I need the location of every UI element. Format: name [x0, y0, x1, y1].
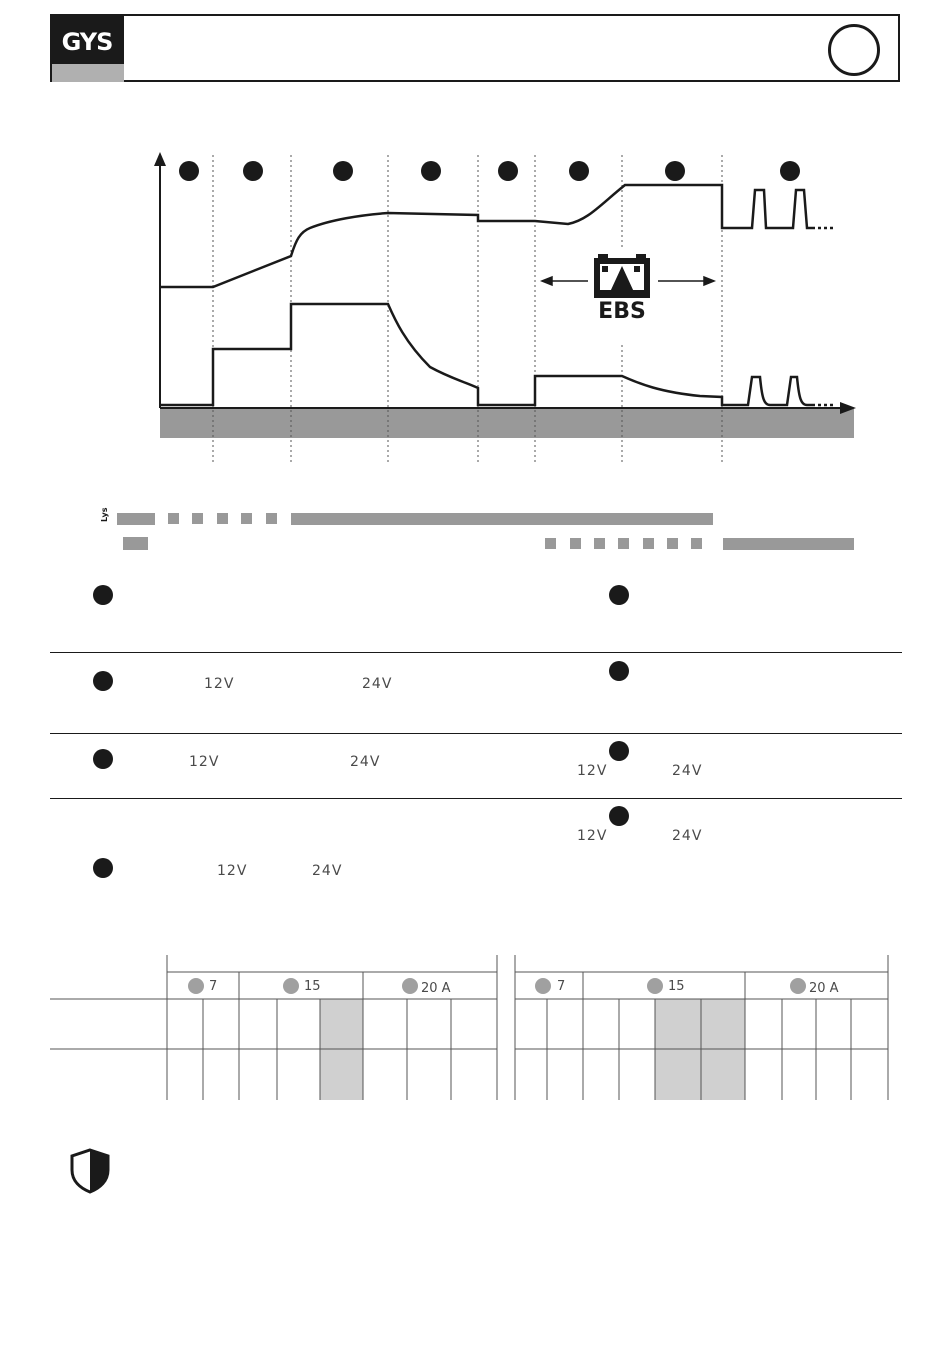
- step7-24v: 24V: [672, 763, 703, 779]
- amp-15-label: 15: [304, 979, 321, 994]
- amp-7-label: 7: [557, 979, 566, 994]
- led1-solid: [117, 513, 155, 525]
- voltage-curve: [160, 185, 815, 287]
- step8-24v: 24V: [672, 828, 703, 844]
- led2-blink: [643, 538, 654, 549]
- step-7-dot: [609, 741, 629, 761]
- led-bars: [0, 505, 950, 555]
- amp-7-label: 7: [209, 979, 218, 994]
- step2-24v: 24V: [362, 676, 393, 692]
- step-6-dot: [609, 661, 629, 681]
- step-dot-7: [665, 161, 685, 181]
- led2-blink: [618, 538, 629, 549]
- led1-blink: [192, 513, 203, 524]
- y-axis-arrow: [154, 152, 166, 166]
- step-dot-2: [243, 161, 263, 181]
- led1-blink: [266, 513, 277, 524]
- step4-24v: 24V: [312, 863, 343, 879]
- amp-15-label: 15: [668, 979, 685, 994]
- ebs-label: EBS: [598, 299, 646, 324]
- step-dots: [179, 161, 800, 181]
- step-2-dot: [93, 671, 113, 691]
- step3-12v: 12V: [189, 754, 220, 770]
- ground-band: [160, 409, 854, 438]
- divider: [50, 733, 902, 734]
- step8-12v: 12V: [577, 828, 608, 844]
- step4-12v: 12V: [217, 863, 248, 879]
- step-dot-1: [179, 161, 199, 181]
- step7-12v: 12V: [577, 763, 608, 779]
- led2-solid: [723, 538, 854, 550]
- step-5-dot: [609, 585, 629, 605]
- led1-blink: [241, 513, 252, 524]
- divider: [50, 798, 902, 799]
- amp-7-dot: [535, 978, 551, 994]
- amp-20-label: 20 A: [809, 981, 839, 996]
- led2-blink: [570, 538, 581, 549]
- logo-text: GYS: [61, 28, 113, 56]
- led2-blink: [545, 538, 556, 549]
- step-8-dot: [609, 806, 629, 826]
- step3-24v: 24V: [350, 754, 381, 770]
- amp-7-dot: [188, 978, 204, 994]
- step-dot-5: [498, 161, 518, 181]
- shield-icon: [68, 1148, 112, 1194]
- step-dot-8: [780, 161, 800, 181]
- step-1-dot: [93, 585, 113, 605]
- led2-blink: [667, 538, 678, 549]
- amp-20-dot: [790, 978, 806, 994]
- amp-20-label: 20 A: [421, 981, 451, 996]
- led2-blink: [594, 538, 605, 549]
- charge-curve-diagram: [0, 0, 950, 470]
- step-dot-4: [421, 161, 441, 181]
- step-dot-3: [333, 161, 353, 181]
- current-tables-grid: [0, 950, 950, 1105]
- led-row-label: Lys: [100, 507, 109, 522]
- current-curve: [160, 304, 815, 405]
- led2-solid: [123, 537, 148, 550]
- step-dot-6: [569, 161, 589, 181]
- step-3-dot: [93, 749, 113, 769]
- amp-15-dot: [647, 978, 663, 994]
- step-4-dot: [93, 858, 113, 878]
- amp-20-dot: [402, 978, 418, 994]
- led1-blink: [168, 513, 179, 524]
- led1-blink: [217, 513, 228, 524]
- amp-15-dot: [283, 978, 299, 994]
- battery-icon: [594, 254, 650, 298]
- divider: [50, 652, 902, 653]
- led1-solid: [291, 513, 713, 525]
- step2-12v: 12V: [204, 676, 235, 692]
- led2-blink: [691, 538, 702, 549]
